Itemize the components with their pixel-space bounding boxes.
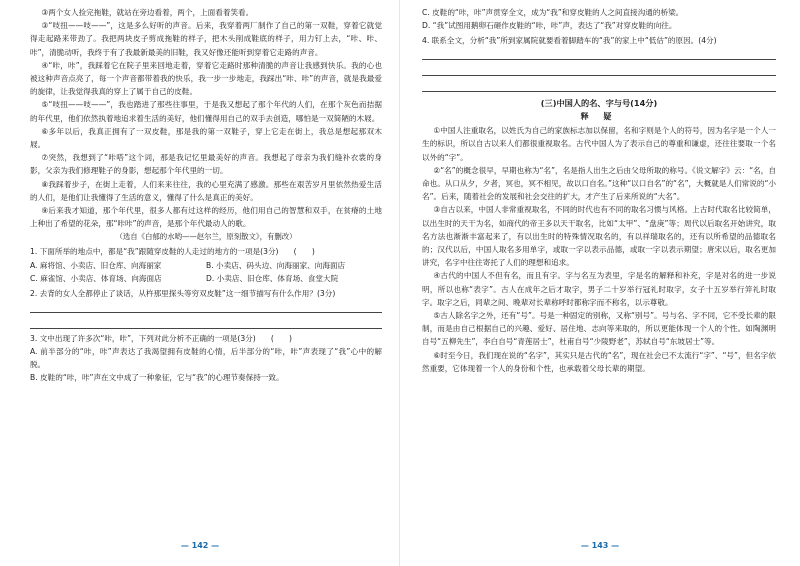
answer-line bbox=[30, 316, 382, 329]
left-paragraph: ④“咔，咔”，我踩着它在院子里来回地走着，穿着它走路时那种清脆的声音让我感到快乐。我的心也被这种声音点亮了，每一个声音都带着我的快乐，我一步一步地走，我踩出“咔、咔”的声音，就是我最爱的旋律，让我觉得我真的穿上了属于自己的皮鞋。 bbox=[30, 60, 382, 97]
question-2: 2. 去背的女人全都停止了谈话，从杵那里探头等穷双皮鞋”这一细节描写有什么作用？(3分) bbox=[30, 288, 336, 298]
page-number: — 142 — bbox=[180, 541, 220, 550]
option-b: B. 小卖店、码头边、向海丽家、向海面店 bbox=[206, 260, 346, 270]
right-paragraph: ②“名”的概念很早，早期也称为“名”，名是指人出生之后由父母所取的称号。《说文解字》云：“名，自命也。从口从夕，夕者，冥也，冥不相见，故以口自名。”这种“以口自名”的“名”，大概就是人们常说的“小名”。后来，随着社会的发展和社会交往的扩大，才产生了后来所说的“大名”。 bbox=[422, 165, 776, 202]
right-paragraph: ④古代的中国人不但有名，而且有字。字与名互为表里，字是名的解释和补充，字是对名的进一步说明，所以也称“表字”。古人在成年之后才取字，男子二十岁举行冠礼时取字，女子十五岁举行笄礼时取字。取字之后，同辈之间、晚辈对长辈称呼时都称字而不称名，以示尊敬。 bbox=[422, 271, 776, 307]
right-page bbox=[400, 0, 800, 566]
option-d: D. “我”试图用鹅卵石砸作皮鞋的“咔，咔”声，表达了“我”对穿皮鞋的向往。 bbox=[422, 21, 677, 30]
question-1-options-row bbox=[30, 272, 382, 285]
answer-line bbox=[422, 63, 776, 76]
left-paragraph: ⑥多年以后，我真正拥有了一双皮鞋，那是我的第一双鞋子，穿上它走在街上，我总是想起那双木屐。 bbox=[30, 126, 382, 150]
left-paragraph: ③两个女人捡完拖鞋，就站在旁边看着，两个，上面看着笑看。 bbox=[41, 8, 254, 17]
left-paragraph: ⑤“吱扭——吱——”，我也踏进了那些往事里，于是我又想起了那个年代的人们，在那个灰色而拮据的年代里，他们依然执着地追求着生活的美好，他们懂得用自己的双手去创造，哪怕是一双简陋的木屐。 bbox=[30, 100, 382, 123]
right-paragraph: ⑤古人除名字之外，还有“号”。号是一种固定的别称，又称“别号”。号与名、字不同，它不受长辈的限制，而是由自己根据自己的兴趣、爱好、居住地、志向等来取的，所以更能体现一个人的个性。如陶渊明自号“五柳先生”，李白自号“青莲居士”，杜甫自号“少陵野老”，苏轼自号“东坡居士”等。 bbox=[422, 311, 776, 347]
option-c: C. 麻雀馆、小卖店、体育场、向海面店 bbox=[30, 273, 162, 283]
answer-line bbox=[422, 79, 776, 92]
option-a: A. 麻将馆、小卖店、旧仓库、向海丽家 bbox=[30, 260, 162, 270]
option-d: D. 小卖店、旧仓库、体育场、食堂大院 bbox=[206, 273, 339, 283]
left-paragraph: ③“吱扭——吱——”，这是多么好听的声音。后来，我穿着两厂制作了自己的第一双鞋，穿着它就觉得走起路来带劲了。我把两块皮子剪成拖鞋的样子，把木头削成鞋底的样子，用力钉上去，“咔、咔、咔”，清脆动听，我终于有了我最新最美的旧鞋，我又好像还能听到穿着它走路的声音。 bbox=[30, 21, 382, 57]
left-paragraph: ⑨后来我才知道，那个年代里，很多人都有过这样的经历，他们用自己的智慧和双手，在贫瘠的土地上种出了希望的花朵，那“咔咔”的声音，是那个年代最动人的歌。 bbox=[30, 206, 382, 229]
question-1-options-row bbox=[30, 259, 382, 272]
answer-line bbox=[30, 300, 382, 313]
question-4: 4. 联系全文，分析“我”所到家属院就要看着脚踏车的“我”的家上中“低估”的原因。(4分) bbox=[422, 36, 717, 45]
question-1: 1. 下面所举的地点中，都是“我”跟随穿皮鞋的人走过的地方的一项是(3分) ( ) bbox=[30, 247, 315, 257]
right-paragraph: ③自古以来，中国人非常重视取名，不同的时代也有不同的取名习惯与风格。上古时代取名比较简单，以出生时的天干为名，如商代的帝王多以天干取名，比如“太甲”、“盘庚”等；周代以后取名开始讲究，取名方法也渐渐丰富起来了，有以出生时的特殊情况取名的，有以祥瑞取名的，还有以所希望的品德取名的；汉代以后，中国人取名多用单字，或取一字以表示品德，或取一字以表示期望；唐宋以后，取名更加讲究，名字中往往寄托了人们的理想和追求。 bbox=[422, 205, 776, 268]
source-citation: （选自《白郁的水哟——赵尔兰，原刻散文》，有删改） bbox=[115, 232, 297, 242]
right-paragraph: ①中国人注重取名，以姓氏为自己的家族标志加以保留，名和字则是个人的符号，因为名字是一个人一生的标识，所以自古以来人们都很重视取名。古代中国人为了表示自己的尊重和谦虚，还往往要取一个名以外的“字”。 bbox=[422, 126, 776, 162]
right-paragraph: ⑥时至今日，我们现在说的“名字”，其实只是古代的“名”，现在社会已不太流行“字”、“号”，但名字依然重要，它体现着一个人的身份和个性，也承载着父母长辈的期望。 bbox=[422, 350, 776, 373]
option-b: B. 皮鞋的“咔，咔”声在文中成了一种象征，它与“我”的心理节奏保持一致。 bbox=[30, 373, 284, 383]
page-number: — 143 — bbox=[580, 541, 620, 550]
section-title: (三)中国人的名、字与号(14分) bbox=[540, 98, 658, 109]
left-paragraph: ⑧我踩着步子，在街上走着，人们来来往往，我的心里充满了感激。那些在艰苦岁月里依然热爱生活的人们，是他们让我懂得了生活的意义，懂得了什么是真正的美好。 bbox=[30, 179, 382, 202]
left-paragraph: ⑦突然，我想到了“咔嗒”这个词，那是我记忆里最美好的声音。我想起了母亲为我们缝补衣裳的身影，父亲为我们修理鞋子的身影，想起那个年代里的一切。 bbox=[30, 153, 382, 176]
option-c: C. 皮鞋的“咔，咔”声贯穿全文，成为“我”和穿皮鞋的人之间直接沟通的桥梁。 bbox=[422, 8, 684, 17]
article-title: 释 疑 bbox=[580, 112, 618, 122]
answer-line bbox=[422, 47, 776, 60]
question-3: 3. 文中出现了许多次“咔，咔”，下列对此分析不正确的一项是(3分) ( ) bbox=[30, 333, 293, 343]
option-a: A. 前半部分的“咔，咔”声表达了我渴望拥有皮鞋的心情，后半部分的“咔，咔”声表现了“我”心中的解脱。 bbox=[30, 347, 382, 370]
